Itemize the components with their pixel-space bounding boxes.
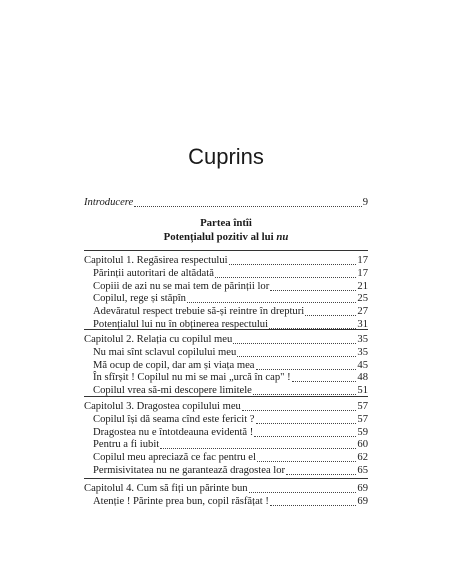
toc-entry-label: Copilul vrea să-mi descopere limitele [93, 385, 252, 397]
toc-entry-label: Nu mai sînt sclavul copilului meu [93, 346, 237, 358]
toc-entry [93, 494, 368, 508]
toc-entry-page: 35 [357, 334, 368, 345]
toc-entry-page: 17 [357, 255, 368, 266]
toc-entry-page: 31 [357, 319, 368, 330]
part-subheading-text: Potențialul pozitiv al lui [163, 231, 274, 243]
toc-entry-label: Părinții autoritari de altădată [93, 267, 214, 279]
toc-entry-page: 25 [357, 293, 368, 305]
part-subheading [84, 231, 368, 243]
leader-dots [286, 474, 356, 475]
toc-entry-page: 69 [357, 483, 368, 494]
toc-entry-page: 62 [357, 452, 368, 464]
toc-entry-page: 35 [357, 346, 368, 358]
chapter-divider [84, 329, 368, 330]
toc-entry-page: 21 [357, 280, 368, 292]
toc-entry-page: 45 [357, 359, 368, 371]
toc-entry-label: Capitolul 3. Dragostea copilului meu [84, 401, 241, 412]
toc-entry-page: 65 [357, 465, 368, 476]
toc-entry-page: 59 [357, 426, 368, 438]
toc-entry-label: În sfîrșit ! Copilul nu mi se mai „urcă în cap" ! [93, 372, 291, 384]
toc-entry-page: 9 [362, 197, 368, 208]
toc-entry-page: 60 [357, 439, 368, 451]
toc-entry-label: Potențialul lui nu în obținerea respectului [93, 319, 269, 330]
toc-entry-page: 57 [357, 413, 368, 425]
toc-entry-page: 51 [357, 385, 368, 397]
toc-entry-label: Atenție ! Părinte prea bun, copil răsfățat ! [93, 495, 269, 507]
toc-entry-label: Capitolul 1. Regăsirea respectului [84, 255, 228, 266]
toc-entry-label: Copilul, rege și stăpîn [93, 293, 186, 305]
leader-dots [270, 505, 357, 506]
toc-entry-label: Introducere [84, 197, 134, 208]
toc-entry [93, 463, 368, 477]
toc-entry-label: Permisivitatea nu ne garantează dragostea lor [93, 465, 286, 476]
toc-entry-page: 57 [357, 401, 368, 412]
part-subheading-emphasis: nu [276, 231, 289, 243]
toc-entry-label: Pentru a fi iubit [93, 439, 160, 451]
toc-entry-label: Dragostea nu e întotdeauna evidentă ! [93, 426, 254, 438]
chapter-divider [84, 250, 368, 251]
chapter-divider [84, 396, 368, 397]
toc-entry-label: Copilul își dă seama cînd este fericit ? [93, 413, 255, 425]
toc-entry-page: 48 [357, 372, 368, 384]
part-heading: Partea întîi [200, 217, 252, 229]
toc-entry-label: Copilul meu apreciază ce fac pentru el [93, 452, 256, 464]
toc-entry-page: 27 [357, 306, 368, 318]
toc-entry-page: 17 [357, 267, 368, 279]
leader-dots [134, 206, 361, 207]
toc-entry-label: Copiii de azi nu se mai tem de părinții lor [93, 280, 270, 292]
toc-entry-label: Capitolul 2. Relația cu copilul meu [84, 334, 233, 345]
page-title: Cuprins [188, 144, 264, 169]
toc-entry-label: Capitolul 4. Cum să fiți un părinte bun [84, 483, 248, 494]
toc-entry-page: 69 [357, 495, 368, 507]
toc-entry-label: Mă ocup de copil, dar am și viața mea [93, 359, 255, 371]
toc-entry-label: Adevăratul respect trebuie să-și reintre în drepturi [93, 306, 305, 318]
toc-entry-introducere [84, 195, 368, 209]
chapter-divider [84, 478, 368, 479]
